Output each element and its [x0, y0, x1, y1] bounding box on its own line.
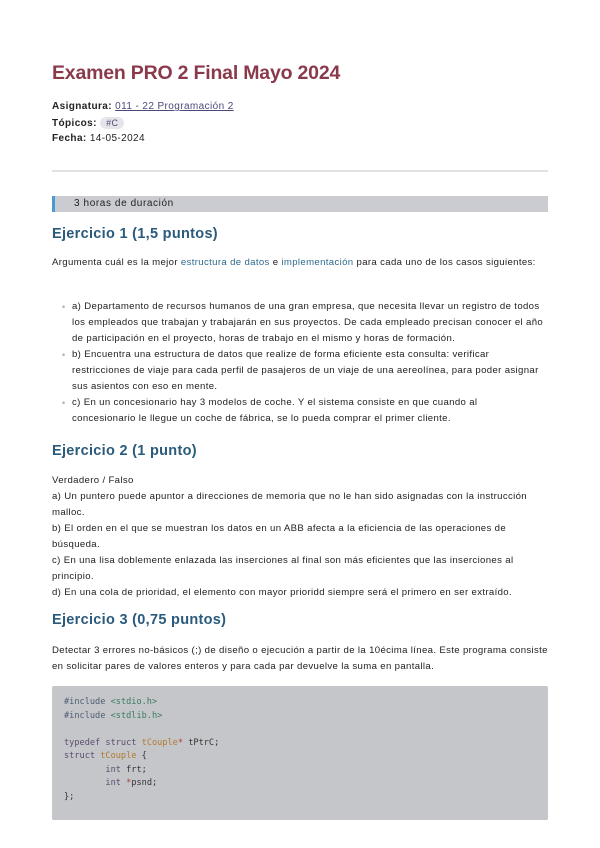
- exercise-1-intro: [52, 255, 552, 271]
- code-token: psnd;: [131, 778, 158, 788]
- code-token: frt;: [126, 764, 147, 775]
- date-row: [52, 133, 145, 144]
- subject-link[interactable]: 011 - 22 Programación 2: [115, 101, 234, 112]
- code-token: *: [126, 778, 132, 788]
- code-token: typedef: [64, 737, 101, 748]
- subject-label: Asignatura:: [52, 101, 112, 112]
- highlight-implementation: implementación: [281, 257, 354, 268]
- code-token: {: [141, 751, 147, 761]
- topic-tag[interactable]: #C: [100, 117, 124, 129]
- intro-text: e: [269, 257, 282, 268]
- exercise-2-heading: Ejercicio 2 (1 punto): [52, 443, 197, 459]
- intro-text: Argumenta cuál es la mejor: [52, 257, 181, 268]
- statement-a: a) Un puntero puede apuntor a direcciones de memoria que no le han sido asignadas con la instrucción malloc.: [52, 491, 527, 518]
- code-token: <stdio.h>: [110, 697, 158, 707]
- callout-text: 3 horas de duración: [74, 198, 174, 209]
- page-title: Examen PRO 2 Final Mayo 2024: [52, 62, 341, 84]
- code-token: struct: [105, 737, 137, 748]
- code-token: tCouple: [100, 751, 137, 761]
- code-token: #include: [64, 697, 106, 707]
- topics-row: [52, 117, 124, 129]
- code-token: *: [177, 737, 184, 748]
- exercise-2-body: [52, 473, 552, 601]
- code-token: };: [64, 791, 75, 802]
- date-label: Fecha:: [52, 133, 87, 144]
- date-value: 14-05-2024: [89, 133, 145, 144]
- code-token: <stdlib.h>: [110, 710, 163, 721]
- code-block: [52, 686, 548, 820]
- list-item: • c) En un concesionario hay 3 modelos de coche. Y el sistema consiste en que cuando al concesionario le llegue un coche de fábrica, se lo pueda comprar el primer cliente.: [52, 395, 544, 427]
- list-item: • a) Departamento de recursos humanos de una gran empresa, que necesita llevar un registro de todos los empleados que trabajan y trabajarán en sus proyectos. De cada empleado precisan conocer el año de participación en el proyecto, horas de trabajo en el mismo y horas de formación.: [52, 299, 544, 347]
- exercise-1-list: [52, 299, 544, 427]
- statement-c: c) En una lisa doblemente enlazada las inserciones al final son más eficientes que las inserciones al principio.: [52, 555, 514, 582]
- list-item: • b) Encuentra una estructura de datos que realize de forma eficiente esta consulta: verificar restricciones de viaje para cada perfil de pasajeros de un viaje de una aereolínea, para poder asignar sus asientos con eso en mente.: [52, 347, 544, 395]
- duration-callout: [52, 196, 548, 212]
- exercise-3-heading: Ejercicio 3 (0,75 puntos): [52, 612, 227, 628]
- code-token: struct: [64, 751, 96, 761]
- intro-text: para cada uno de los casos siguientes:: [353, 257, 536, 268]
- exercise-3-text: Detectar 3 errores no-básicos (;) de diseño o ejecución a partir de la 10écima línea. Este programa consiste en solicitar pares de valores enteros y para cada par devuelve la suma en pantalla.: [52, 645, 548, 672]
- statement-b: b) El orden en el que se muestran los datos en un ABB afecta a la eficiencia de las operaciones de búsqueda.: [52, 523, 507, 550]
- exercise-1-heading: Ejercicio 1 (1,5 puntos): [52, 226, 218, 242]
- statement-d: d) En una cola de prioridad, el elemento con mayor prioridd siempre será el primero en ser extraído.: [52, 587, 513, 598]
- topics-label: Tópicos:: [52, 118, 97, 129]
- subject-row: [52, 101, 234, 112]
- code-token: tCouple: [141, 737, 178, 748]
- code-token: int: [105, 778, 121, 788]
- code-token: #include: [64, 710, 106, 721]
- code-token: int: [105, 764, 121, 775]
- divider: [52, 170, 548, 172]
- highlight-data-structure: estructura de datos: [180, 257, 270, 268]
- code-token: tPtrC;: [188, 737, 220, 748]
- true-false-label: Verdadero / Falso: [52, 475, 134, 486]
